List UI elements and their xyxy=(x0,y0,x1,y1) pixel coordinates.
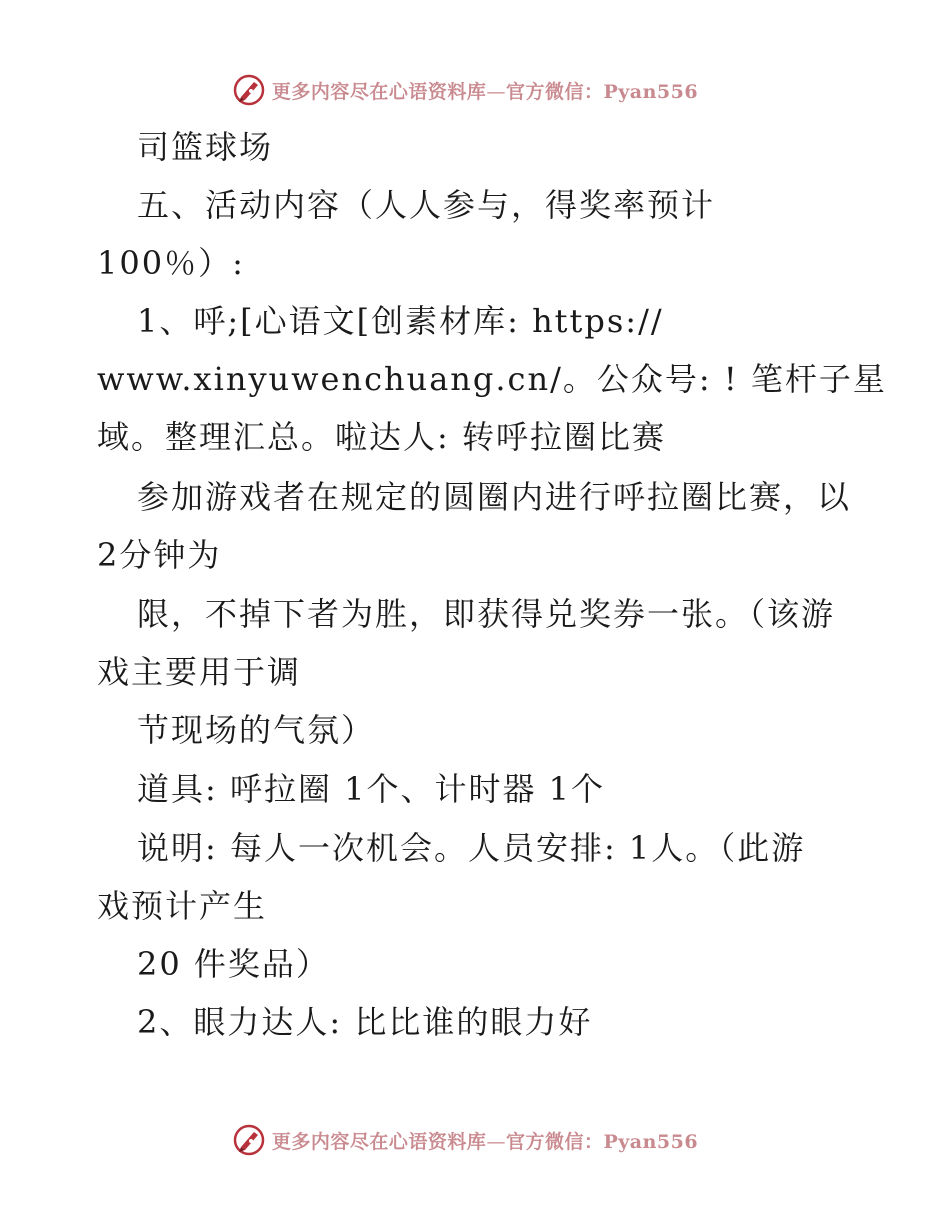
text-line: www.xinyuwenchuang.cn/。公众号: ! 笔杆子星 xyxy=(97,360,887,398)
text-line: 2、眼力达人: 比比谁的眼力好 xyxy=(137,1003,593,1041)
text-line: 100％）: xyxy=(97,244,245,282)
text-line: 戏主要用于调 xyxy=(97,653,302,691)
text-line: 参加游戏者在规定的圆圈内进行呼拉圈比赛，以 xyxy=(137,478,852,516)
header-banner-dash: — xyxy=(486,80,506,103)
footer-banner-dash: — xyxy=(486,1130,506,1153)
text-line: 司篮球场 xyxy=(137,128,274,166)
header-banner-wechat: 官方微信：Pyan556 xyxy=(505,80,699,103)
text-line: 20 件奖品） xyxy=(137,945,330,983)
footer-banner-text xyxy=(272,1127,698,1154)
text-line: 限，不掉下者为胜，即获得兑奖券一张。（该游 xyxy=(137,595,836,633)
text-line: 道具: 呼拉圈 1个、计时器 1个 xyxy=(137,770,606,808)
footer-banner-wechat: 官方微信：Pyan556 xyxy=(505,1130,699,1153)
text-line: 戏预计产生 xyxy=(97,887,268,925)
text-line: 2分钟为 xyxy=(97,536,222,574)
text-line: 1、呼;[心语文[创素材库: https:// xyxy=(137,302,664,340)
header-banner-title: 更多内容尽在心语资料库 xyxy=(271,80,487,103)
text-line: 域。整理汇总。啦达人: 转呼拉圈比赛 xyxy=(97,418,666,456)
text-line: 五、活动内容（人人参与，得奖率预计 xyxy=(137,186,716,224)
text-line: 说明: 每人一次机会。人员安排: 1人。（此游 xyxy=(137,829,806,867)
footer-banner-title: 更多内容尽在心语资料库 xyxy=(271,1130,487,1153)
pen-logo-icon xyxy=(232,1123,266,1157)
text-line: 节现场的气氛） xyxy=(137,711,376,749)
footer-banner xyxy=(0,1120,950,1160)
